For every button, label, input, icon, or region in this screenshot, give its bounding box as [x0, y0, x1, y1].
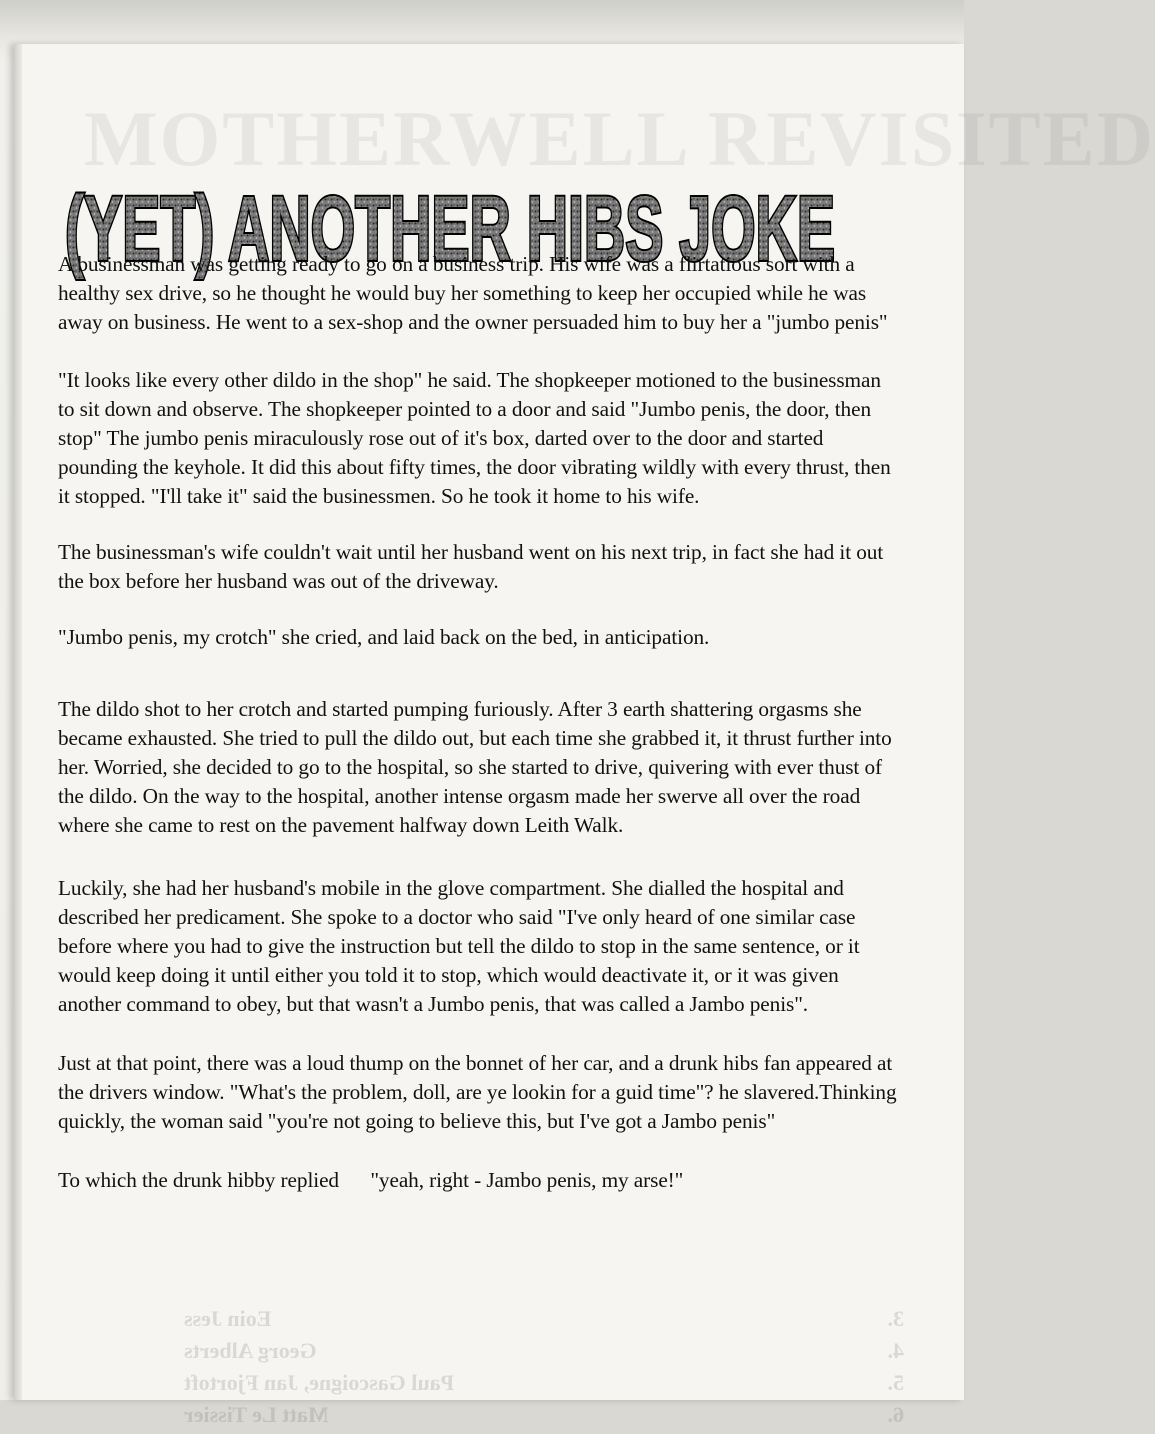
- page-stack-edge: [14, 44, 22, 1400]
- showthrough-list: [184, 1306, 904, 1434]
- paragraph: "Jumbo penis, my crotch" she cried, and laid back on the bed, in anticipation.: [58, 625, 710, 649]
- paragraph: Luckily, she had her husband's mobile in the glove compartment. She dialled the hospital and described her predicament. She spoke to a doctor who said "I've only heard of one similar case before where you had to give the instruction but tell the dildo to stop in the same sentence, or it would keep doing it until either you told it to stop, which would deactivate it, or it was given another command to obey, but that wasn't a Jumbo penis, that was called a Jambo penis".: [58, 876, 860, 1016]
- paragraph: Just at that point, there was a loud thump on the bonnet of her car, and a drunk hibs fan appeared at the drivers window. "What's the problem, doll, are ye lookin for a guid time"? he slavered.Thinking quickly, the woman said "you're not going to believe this, but I've got a Jambo penis": [58, 1051, 897, 1133]
- showthrough-list-row: 5. Paul Gascoigne, Jan Fjortoft: [184, 1370, 904, 1395]
- showthrough-heading: MOTHERWELL REVISITED: [84, 95, 1155, 182]
- paragraph: The dildo shot to her crotch and started pumping furiously. After 3 earth shattering orgasms she became exhausted. She tried to pull the dildo out, but each time she grabbed it, it thrust further into her. Worried, she decided to go to the hospital, so she started to drive, quivering with ever thust of the dildo. On the way to the hospital, another intense orgasm made her swerve all over the road where she came to rest on the pavement halfway down Leith Walk.: [58, 697, 892, 837]
- paragraph: To which the drunk hibby replied "yeah, right - Jambo penis, my arse!": [58, 1168, 684, 1192]
- paragraph: "It looks like every other dildo in the shop" he said. The shopkeeper motioned to the businessman to sit down and observe. The shopkeeper pointed to a door and said "Jumbo penis, the door, then stop" The jumbo penis miraculously rose out of it's box, darted over to the door and started pounding the keyhole. It did this about fifty times, the door vibrating wildly with every thrust, then it stopped. "I'll take it" said the businessmen. So he took it home to his wife.: [58, 368, 891, 508]
- showthrough-list-row: 3. Eoin Jess: [184, 1306, 904, 1331]
- title-text: (YET) ANOTHER HIBS JOKE: [65, 178, 835, 280]
- paragraph: A businessman was getting ready to go on a business trip. His wife was a flirtatious sort with a healthy sex drive, so he thought he would buy her something to keep her occupied while he was away on business. He went to a sex-shop and the owner persuaded him to buy her a "jumbo penis": [58, 252, 888, 334]
- showthrough-list-row: 4. Georg Alberts: [184, 1338, 904, 1363]
- showthrough-list-row: 6. Matt Le Tissier: [184, 1402, 904, 1427]
- article-body: [58, 250, 900, 1195]
- paragraph: The businessman's wife couldn't wait until her husband went on his next trip, in fact she had it out the box before her husband was out of the driveway.: [58, 540, 884, 593]
